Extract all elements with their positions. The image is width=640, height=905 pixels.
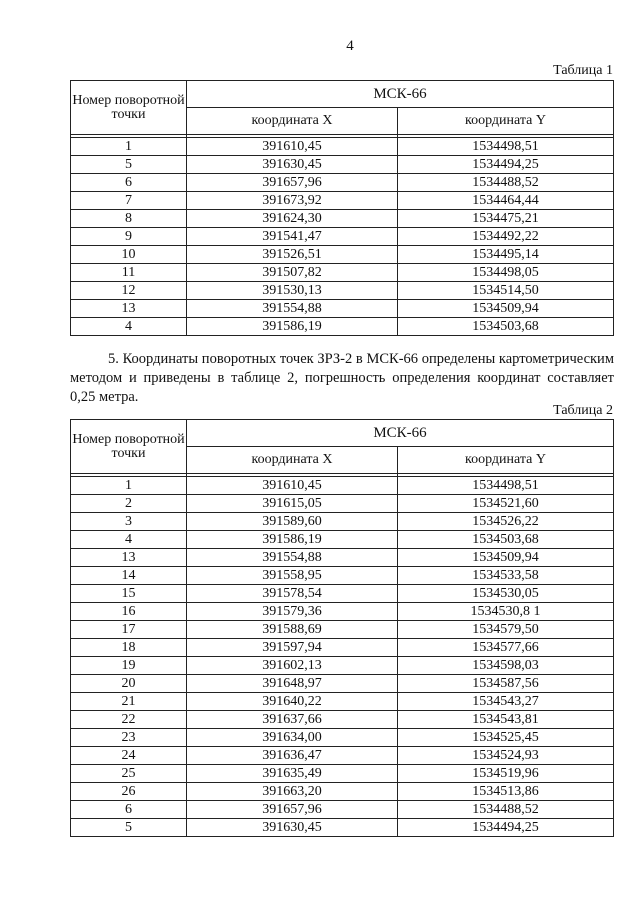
paragraph-text: 5. Координаты поворотных точек ЗРЗ-2 в МСК-66 определены картометрическим методом и приведены в таблице 2, погрешность определения координат составляет 0,25 метра.	[70, 351, 614, 405]
coord-x-cell: 391586,19	[187, 318, 398, 336]
coord-x-cell: 391657,96	[187, 174, 398, 192]
table-row	[71, 549, 614, 567]
coord-y-cell: 1534492,22	[398, 228, 614, 246]
coord-y-cell: 1534521,60	[398, 495, 614, 513]
coord-y-cell: 1534519,96	[398, 765, 614, 783]
header-point-number: Номер поворотной точки	[71, 81, 187, 135]
coord-x-cell: 391635,49	[187, 765, 398, 783]
point-number-cell: 11	[71, 264, 187, 282]
coord-x-cell: 391610,45	[187, 477, 398, 495]
header-coord-x: координата X	[187, 108, 398, 135]
point-number-cell: 4	[71, 531, 187, 549]
point-number-cell: 13	[71, 549, 187, 567]
coord-y-cell: 1534533,58	[398, 567, 614, 585]
point-number-cell: 17	[71, 621, 187, 639]
coord-y-cell: 1534498,51	[398, 477, 614, 495]
coord-y-cell: 1534498,51	[398, 138, 614, 156]
coord-x-cell: 391526,51	[187, 246, 398, 264]
point-number-cell: 25	[71, 765, 187, 783]
table-row	[71, 174, 614, 192]
coord-x-cell: 391558,95	[187, 567, 398, 585]
coordinates-table-1	[70, 80, 614, 336]
coord-y-cell: 1534503,68	[398, 531, 614, 549]
coord-x-cell: 391578,54	[187, 585, 398, 603]
coord-x-cell: 391610,45	[187, 138, 398, 156]
table-row	[71, 318, 614, 336]
header-point-number: Номер поворотной точки	[71, 420, 187, 474]
point-number-cell: 12	[71, 282, 187, 300]
table-row	[71, 639, 614, 657]
table-row	[71, 282, 614, 300]
point-number-cell: 26	[71, 783, 187, 801]
coord-y-cell: 1534530,8 1	[398, 603, 614, 621]
table-row	[71, 765, 614, 783]
table-row	[71, 138, 614, 156]
table-row	[71, 603, 614, 621]
coord-x-cell: 391579,36	[187, 603, 398, 621]
coord-y-cell: 1534503,68	[398, 318, 614, 336]
table-2-body	[71, 477, 614, 837]
point-number-cell: 5	[71, 156, 187, 174]
coord-y-cell: 1534579,50	[398, 621, 614, 639]
coord-x-cell: 391554,88	[187, 300, 398, 318]
point-number-cell: 13	[71, 300, 187, 318]
coord-x-cell: 391530,13	[187, 282, 398, 300]
point-number-cell: 5	[71, 819, 187, 837]
header-coordinate-system: МСК-66	[187, 81, 614, 108]
header-coord-y: координата Y	[398, 108, 614, 135]
point-number-cell: 24	[71, 747, 187, 765]
coord-x-cell: 391507,82	[187, 264, 398, 282]
point-number-cell: 22	[71, 711, 187, 729]
table-row	[71, 192, 614, 210]
coord-y-cell: 1534513,86	[398, 783, 614, 801]
coord-x-cell: 391586,19	[187, 531, 398, 549]
point-number-cell: 9	[71, 228, 187, 246]
coord-x-cell: 391541,47	[187, 228, 398, 246]
coord-x-cell: 391634,00	[187, 729, 398, 747]
point-number-cell: 20	[71, 675, 187, 693]
coord-y-cell: 1534475,21	[398, 210, 614, 228]
point-number-cell: 21	[71, 693, 187, 711]
coord-y-cell: 1534543,81	[398, 711, 614, 729]
table-row	[71, 567, 614, 585]
coord-y-cell: 1534577,66	[398, 639, 614, 657]
point-number-cell: 14	[71, 567, 187, 585]
point-number-cell: 8	[71, 210, 187, 228]
coord-y-cell: 1534514,50	[398, 282, 614, 300]
coord-y-cell: 1534587,56	[398, 675, 614, 693]
coord-y-cell: 1534530,05	[398, 585, 614, 603]
coord-y-cell: 1534498,05	[398, 264, 614, 282]
page-number: 4	[346, 38, 354, 54]
table-row	[71, 711, 614, 729]
table-2-caption: Таблица 2	[553, 403, 613, 418]
coord-y-cell: 1534525,45	[398, 729, 614, 747]
coord-y-cell: 1534494,25	[398, 156, 614, 174]
coord-x-cell: 391630,45	[187, 819, 398, 837]
header-coordinate-system: МСК-66	[187, 420, 614, 447]
coord-x-cell: 391597,94	[187, 639, 398, 657]
coord-y-cell: 1534543,27	[398, 693, 614, 711]
point-number-cell: 16	[71, 603, 187, 621]
table-row	[71, 300, 614, 318]
point-number-cell: 18	[71, 639, 187, 657]
header-coord-y: координата Y	[398, 447, 614, 474]
coord-x-cell: 391554,88	[187, 549, 398, 567]
table-row	[71, 675, 614, 693]
table-row	[71, 513, 614, 531]
coord-x-cell: 391624,30	[187, 210, 398, 228]
table-row	[71, 210, 614, 228]
coord-x-cell: 391648,97	[187, 675, 398, 693]
coord-x-cell: 391602,13	[187, 657, 398, 675]
table-row	[71, 264, 614, 282]
coord-x-cell: 391636,47	[187, 747, 398, 765]
coord-y-cell: 1534495,14	[398, 246, 614, 264]
coordinates-table-2	[70, 419, 614, 837]
table-row	[71, 801, 614, 819]
coord-y-cell: 1534488,52	[398, 174, 614, 192]
point-number-cell: 23	[71, 729, 187, 747]
paragraph-item-5	[70, 350, 614, 407]
coord-x-cell: 391657,96	[187, 801, 398, 819]
coord-x-cell: 391588,69	[187, 621, 398, 639]
point-number-cell: 15	[71, 585, 187, 603]
coord-y-cell: 1534598,03	[398, 657, 614, 675]
table-row	[71, 477, 614, 495]
coord-x-cell: 391663,20	[187, 783, 398, 801]
point-number-cell: 4	[71, 318, 187, 336]
table-row	[71, 693, 614, 711]
point-number-cell: 19	[71, 657, 187, 675]
point-number-cell: 7	[71, 192, 187, 210]
coord-y-cell: 1534509,94	[398, 300, 614, 318]
point-number-cell: 6	[71, 174, 187, 192]
coord-y-cell: 1534524,93	[398, 747, 614, 765]
table-row	[71, 531, 614, 549]
coord-y-cell: 1534488,52	[398, 801, 614, 819]
coord-x-cell: 391615,05	[187, 495, 398, 513]
table-row	[71, 585, 614, 603]
table-row	[71, 228, 614, 246]
header-coord-x: координата X	[187, 447, 398, 474]
table-row	[71, 156, 614, 174]
point-number-cell: 10	[71, 246, 187, 264]
point-number-cell: 3	[71, 513, 187, 531]
table-row	[71, 246, 614, 264]
coord-x-cell: 391589,60	[187, 513, 398, 531]
table-1-body	[71, 138, 614, 336]
coord-x-cell: 391630,45	[187, 156, 398, 174]
table-row	[71, 747, 614, 765]
table-1-caption: Таблица 1	[553, 63, 613, 78]
point-number-cell: 1	[71, 477, 187, 495]
coord-x-cell: 391640,22	[187, 693, 398, 711]
table-row	[71, 729, 614, 747]
coord-y-cell: 1534494,25	[398, 819, 614, 837]
coord-x-cell: 391637,66	[187, 711, 398, 729]
point-number-cell: 2	[71, 495, 187, 513]
table-row	[71, 819, 614, 837]
point-number-cell: 1	[71, 138, 187, 156]
table-row	[71, 783, 614, 801]
coord-x-cell: 391673,92	[187, 192, 398, 210]
table-row	[71, 621, 614, 639]
point-number-cell: 6	[71, 801, 187, 819]
coord-y-cell: 1534509,94	[398, 549, 614, 567]
table-row	[71, 495, 614, 513]
coord-y-cell: 1534464,44	[398, 192, 614, 210]
coord-y-cell: 1534526,22	[398, 513, 614, 531]
table-row	[71, 657, 614, 675]
